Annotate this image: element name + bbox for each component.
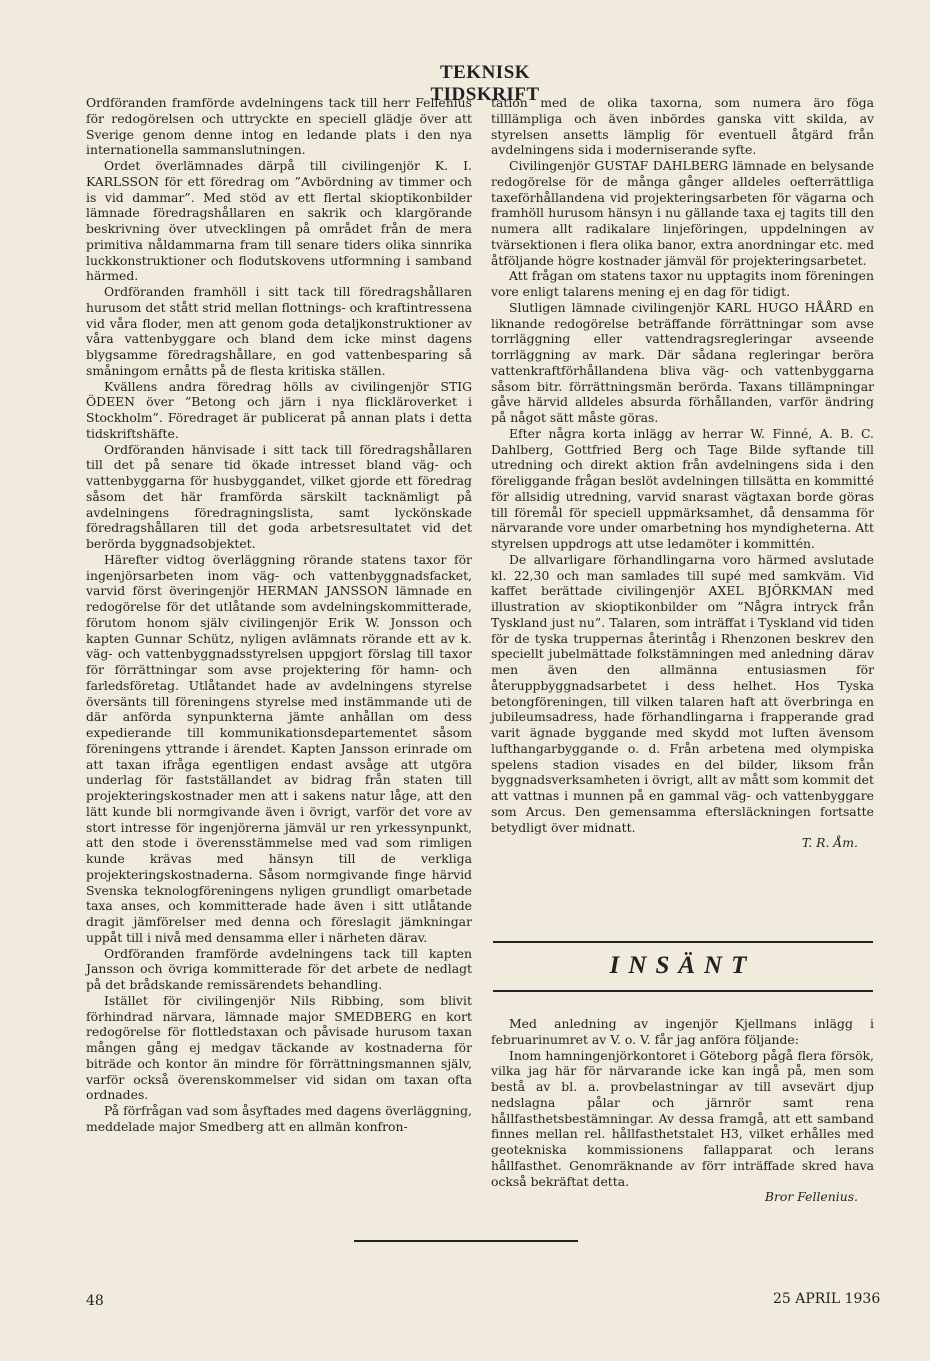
right-column: [491, 95, 874, 851]
paragraph: Ordet överlämnades därpå till civilingenjör K. I. KARLSSON för ett föredrag om ”Avbördning av timmer och is vid dammar”. Med stöd av ett flertal skioptikonbilder lämnade föredragshållaren en sakrik och klargörande beskrivning över utvecklingen på området från de mera primitiva nåldammarna fram till senare tiders olika sinnrika luckkonstruktioner och flodutskovens utformning i samband härmed.: [86, 158, 472, 284]
issue-date: 25 APRIL 1936: [773, 1291, 881, 1307]
paragraph: Civilingenjör GUSTAF DAHLBERG lämnade en belysande redogörelse för de många gånger alldeles oefterrättliga taxeförhållandena vid projekteringsarbeten för vägarna och framhöll hurusom hänsyn i nu gällande taxa ej tagits till den numera allt radikalare linjeföringen, uppdelningen av tvärsektionen i flera olika banor, extra anordningar etc. med åtföljande högre kostnader jämväl för projekteringsarbetet.: [491, 158, 874, 268]
end-rule: [354, 1240, 578, 1242]
section-divider-bottom: [493, 990, 873, 992]
section-divider-top: [493, 941, 873, 943]
section-title: INSÄNT: [609, 952, 756, 979]
paragraph: Istället för civilingenjör Nils Ribbing, som blivit förhindrad närvara, lämnade major SMEDBERG en kort redogörelse för flottledstaxan och påvisade hurusom taxan mången gång ej medgav täckande av kostnaderna för biträde och kontor än mindre för förrättningsmannen själv, varför också överenskommelser vid sidan om taxan ofta ordnades.: [86, 992, 472, 1103]
paragraph: På förfrågan vad som åsyftades med dagens överläggning, meddelade major Smedberg att en allmän konfron-: [86, 1103, 472, 1134]
paragraph: Slutligen lämnade civilingenjör KARL HUGO HÅÅRD en liknande redogörelse beträffande förrättningar som avse torrläggning eller vattendragsregleringar avseende torrläggning av mark. Där sådana regleringar beröra vattenkraftförhållandena bliva väg- och vattenbyggarna såsom bitr. förrättningsmän berörda. Taxans tillämpningar gåve härvid alldeles absurda förhållanden, varför ändring på något sätt måste göras.: [491, 299, 874, 425]
paragraph: Efter några korta inlägg av herrar W. Finné, A. B. C. Dahlberg, Gottfried Berg och Tage Bilde syftande till utredning och direkt aktion från avdelningens sida i den föreliggande frågan beslöt avdelningen tillsätta en kommitté för allsidig utredning, varvid snarast vägtaxan borde göras till föremål för speciell uppmärksamhet, då densamma för närvarande vore under omarbetning hos myndigheterna. Att styrelsen uppdrogs att utse ledamöter i kommittén.: [491, 425, 874, 551]
journal-title: TEKNISK TIDSKRIFT: [430, 62, 540, 105]
paragraph: Att frågan om statens taxor nu upptagits inom föreningen vore enligt talarens mening ej en dag för tidigt.: [491, 268, 874, 299]
paragraph: De allvarligare förhandlingarna voro härmed avslutade kl. 22,30 och man samlades till supé med samkväm. Vid kaffet berättade civilingenjör AXEL BJÖRKMAN med illustration av skioptikonbilder om ”Några intryck från Tyskland just nu”. Talaren, som inträffat i Tyskland vid tiden för de tyska truppernas återintåg i Rhenzonen beskrev den speciellt jubelmättade folkstämningen med anledning därav men även den allmänna entusiasmen för återuppbyggnadsarbetet i dess helhet. Hos Tyska betongföreningen, till vilken talaren haft att överbringa en jubileumsadress, hade förhandlingarna i frapperande grad varit ägnade byggande med skydd mot luften ävensom lufthangarbyggande o. d. Från arbetena med olympiska spelens stadion visades en del bilder, liksom från byggnadsverksamheten i övrigt, allt av mått som kommit det att vattnas i munnen på en gammal väg- och vattenbyggare som Arcus. Den gemensamma eftersläckningen fortsatte betydligt över midnatt.: [491, 551, 874, 835]
paragraph: Ordföranden framhöll i sitt tack till föredragshållaren hurusom det stått strid mellan flottnings- och kraftintressena vid våra floder, men att genom goda detaljkonstruktioner av våra vattenbyggare och bland dem icke minst dagens blygsamme föredragshållare, en god vattenbesparing så småningom ernåtts på de flesta kritiska ställen.: [86, 284, 472, 378]
insant-section: [491, 1016, 874, 1205]
paragraph: tation med de olika taxorna, som numera äro föga tilllämpliga och även inbördes ganska vitt skilda, av styrelsen ansetts lämplig för eventuell åtgärd från avdelningens sida i moderniserande syfte.: [491, 95, 874, 158]
paragraph: Kvällens andra föredrag hölls av civilingenjör STIG ÖDEEN över ”Betong och järn i nya flickläroverket i Stockholm”. Föredraget är publicerat på annan plats i detta tidskriftshäfte.: [86, 378, 472, 441]
paragraph: Inom hamningenjörkontoret i Göteborg pågå flera försök, vilka jag här för närvarande icke kan ingå på, men som bestå av bl. a. provbelastningar av till avsevärt djup nedslagna pålar och järnrör samt rena hållfasthetsbestämningar. Av dessa framgå, att ett samband finnes mellan rel. hållfasthetstalet H3, vilket erhålles med geotekniska kommissionens fallapparat och lerans hållfasthet. Genomräknande av förr inträffade skred hava också bekräftat detta.: [491, 1047, 874, 1189]
paragraph: Härefter vidtog överläggning rörande statens taxor för ingenjörsarbeten inom väg- och vattenbyggnadsfacket, varvid först överingenjör HERMAN JANSSON lämnade en redogörelse för det utlåtande som avdelningskommitterade, förutom honom själv civilingenjör Erik W. Jonsson och kapten Gunnar Schütz, nyligen avlämnats rörande ett av k. väg- och vattenbyggnadsstyrelsen uppgjort förslag till taxor för förrättningar som avse projektering för hamn- och farledsföretag. Utlåtandet hade av avdelningens styrelse översänts till föreningens styrelse med instämmande uti de där anförda synpunkterna jämte anhållan om dess expedierande till kommunikationsdepartementet såsom föreningens yttrande i ärendet. Kapten Jansson erinrade om att taxan ifråga egentligen endast avsåge att utgöra underlag för fastställandet av bidrag från staten till projekteringskostnader men att i sakens natur låge, att den lätt kunde bli normgivande även i övrigt, varför det vore av stort intresse för ingenjörerna jämväl ur ren yrkessynpunkt, att den stode i överensstämmelse med vad som rimligen kunde krävas med hänsyn till de verkliga projekteringskostnaderna. Såsom normgivande finge härvid Svenska teknologföreningens nyligen grundligt omarbetade taxa anses, och kommitterade hade även i sitt utlåtande dragit jämförelser med denna och föreslagit jämkningar uppåt till i nivå med densamma eller i närheten därav.: [86, 551, 472, 945]
page-number: 48: [86, 1293, 104, 1309]
paragraph: Ordföranden framförde avdelningens tack till kapten Jansson och övriga kommitterade för det arbete de nedlagt på det brådskande remissärendets behandling.: [86, 945, 472, 992]
author-signature: Bror Fellenius.: [764, 1189, 858, 1205]
author-signature: T. R. Åm.: [801, 835, 858, 851]
paragraph: Med anledning av ingenjör Kjellmans inlägg i februarinumret av V. o. V. får jag anföra följande:: [491, 1016, 874, 1047]
paragraph: Ordföranden hänvisade i sitt tack till föredragshållaren till det på senare tid ökade intresset bland väg- och vattenbyggarna för husbyggandet, vilket gjorde ett föredrag såsom det här framförda särskilt tacknämligt på avdelningens föredragningslista, samt lyckönskade föredragshållaren till det goda arbetsresultatet vid det berörda byggnadsobjektet.: [86, 441, 472, 551]
left-column: [86, 95, 472, 1135]
paragraph: Ordföranden framförde avdelningens tack till herr Fellenius för redogörelsen och uttryckte en speciell glädje över att Sverige genom denne intog en ledande plats i den nya internationella sammanslutningen.: [86, 95, 472, 158]
